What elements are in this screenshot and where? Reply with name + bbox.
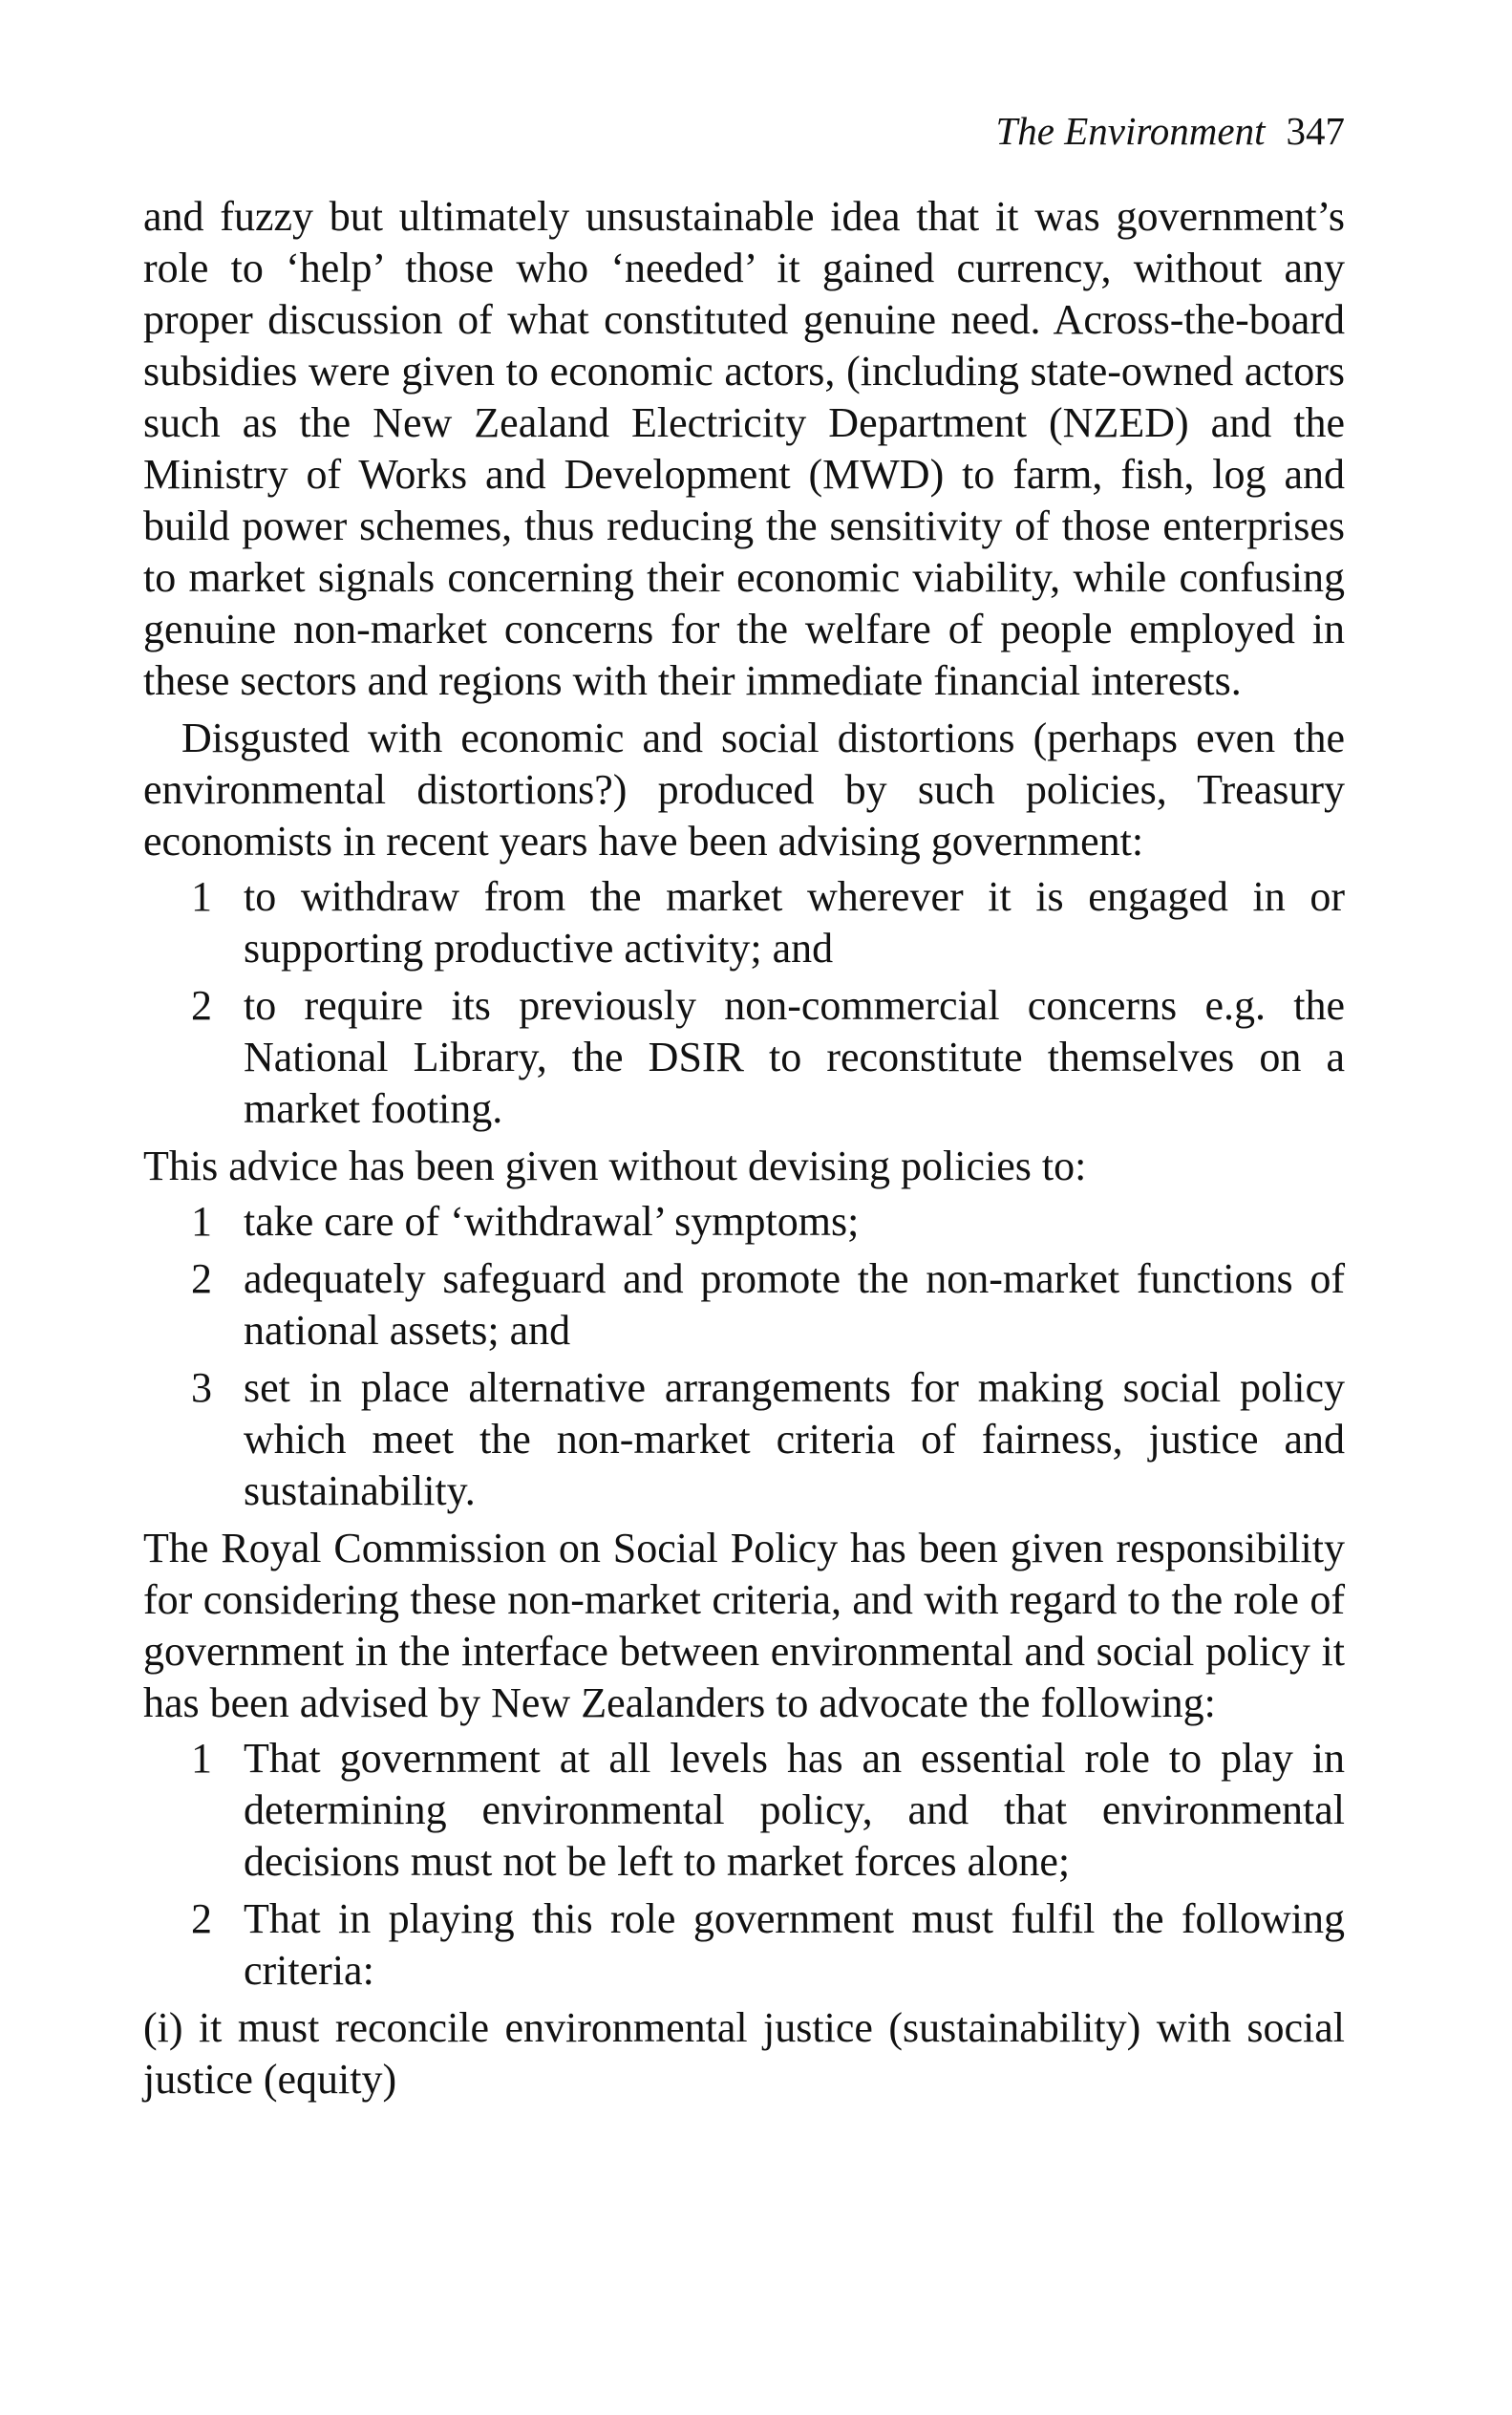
paragraph-2: Disgusted with economic and social distortions (perhaps even the environmental distortions?) produced by such policies, Treasury economists in recent years have been advising government:: [143, 715, 1345, 865]
list-item: [143, 871, 1345, 974]
list-text: to require its previously non-commercial concerns e.g. the National Library, the DSIR to reconstitute themselves on a market footing.: [244, 982, 1345, 1132]
without-policies-list: [143, 1196, 1345, 1517]
list-number: 2: [191, 1895, 212, 1942]
paragraph-1: and fuzzy but ultimately unsustainable idea that it was government’s role to ‘help’ those who ‘needed’ it gained currency, without any proper discussion of what constituted genuine need. Across-the-board subsidies were given to economic actors, (including state-owned actors such as the New Zealand Electricity Department (NZED) and the Ministry of Works and Development (MWD) to farm, fish, log and build power schemes, thus reducing the sensitivity of those enterprises to market signals concerning their economic viability, while confusing genuine non-market concerns for the welfare of people employed in these sectors and regions with their immediate financial interests.: [143, 193, 1345, 704]
list-number: 3: [191, 1364, 212, 1411]
paragraph-3: This advice has been given without devising policies to:: [143, 1143, 1087, 1189]
list-number: 1: [191, 1198, 212, 1245]
list-number: 1: [191, 1735, 212, 1782]
page-number: 347: [1286, 109, 1345, 153]
list-text: to withdraw from the market wherever it is engaged in or supporting productive activity; and: [244, 873, 1345, 972]
list-number: 1: [191, 873, 212, 920]
commission-advice-list: [143, 1733, 1345, 1997]
list-text: set in place alternative arrangements for making social policy which meet the non-market criteria of fairness, justice and sustainability.: [244, 1364, 1345, 1514]
list-item: [143, 1362, 1345, 1517]
list-number: 2: [191, 1255, 212, 1302]
paragraph-4: The Royal Commission on Social Policy has been given responsibility for considering these non-market criteria, and with regard to the role of government in the interface between environmental and social policy it has been advised by New Zealanders to advocate the following:: [143, 1525, 1345, 1726]
list-item: [143, 1253, 1345, 1357]
list-item: [143, 980, 1345, 1135]
list-item: [143, 1196, 1345, 1248]
list-item: [143, 1893, 1345, 1997]
list-number: 2: [191, 982, 212, 1029]
running-head: [995, 107, 1345, 155]
body-text: [143, 191, 1345, 2105]
list-text: That in playing this role government must fulfil the following criteria:: [244, 1895, 1345, 1994]
sub-criterion: (i) it must reconcile environmental justice (sustainability) with social justice (equity): [143, 2004, 1345, 2103]
treasury-advice-list: [143, 871, 1345, 1135]
list-text: That government at all levels has an essential role to play in determining environmental policy, and that environmental decisions must not be left to market forces alone;: [244, 1735, 1345, 1885]
list-item: [143, 1733, 1345, 1888]
list-text: take care of ‘withdrawal’ symptoms;: [244, 1198, 860, 1245]
chapter-title: The Environment: [995, 109, 1266, 153]
list-text: adequately safeguard and promote the non-market functions of national assets; and: [244, 1255, 1345, 1354]
